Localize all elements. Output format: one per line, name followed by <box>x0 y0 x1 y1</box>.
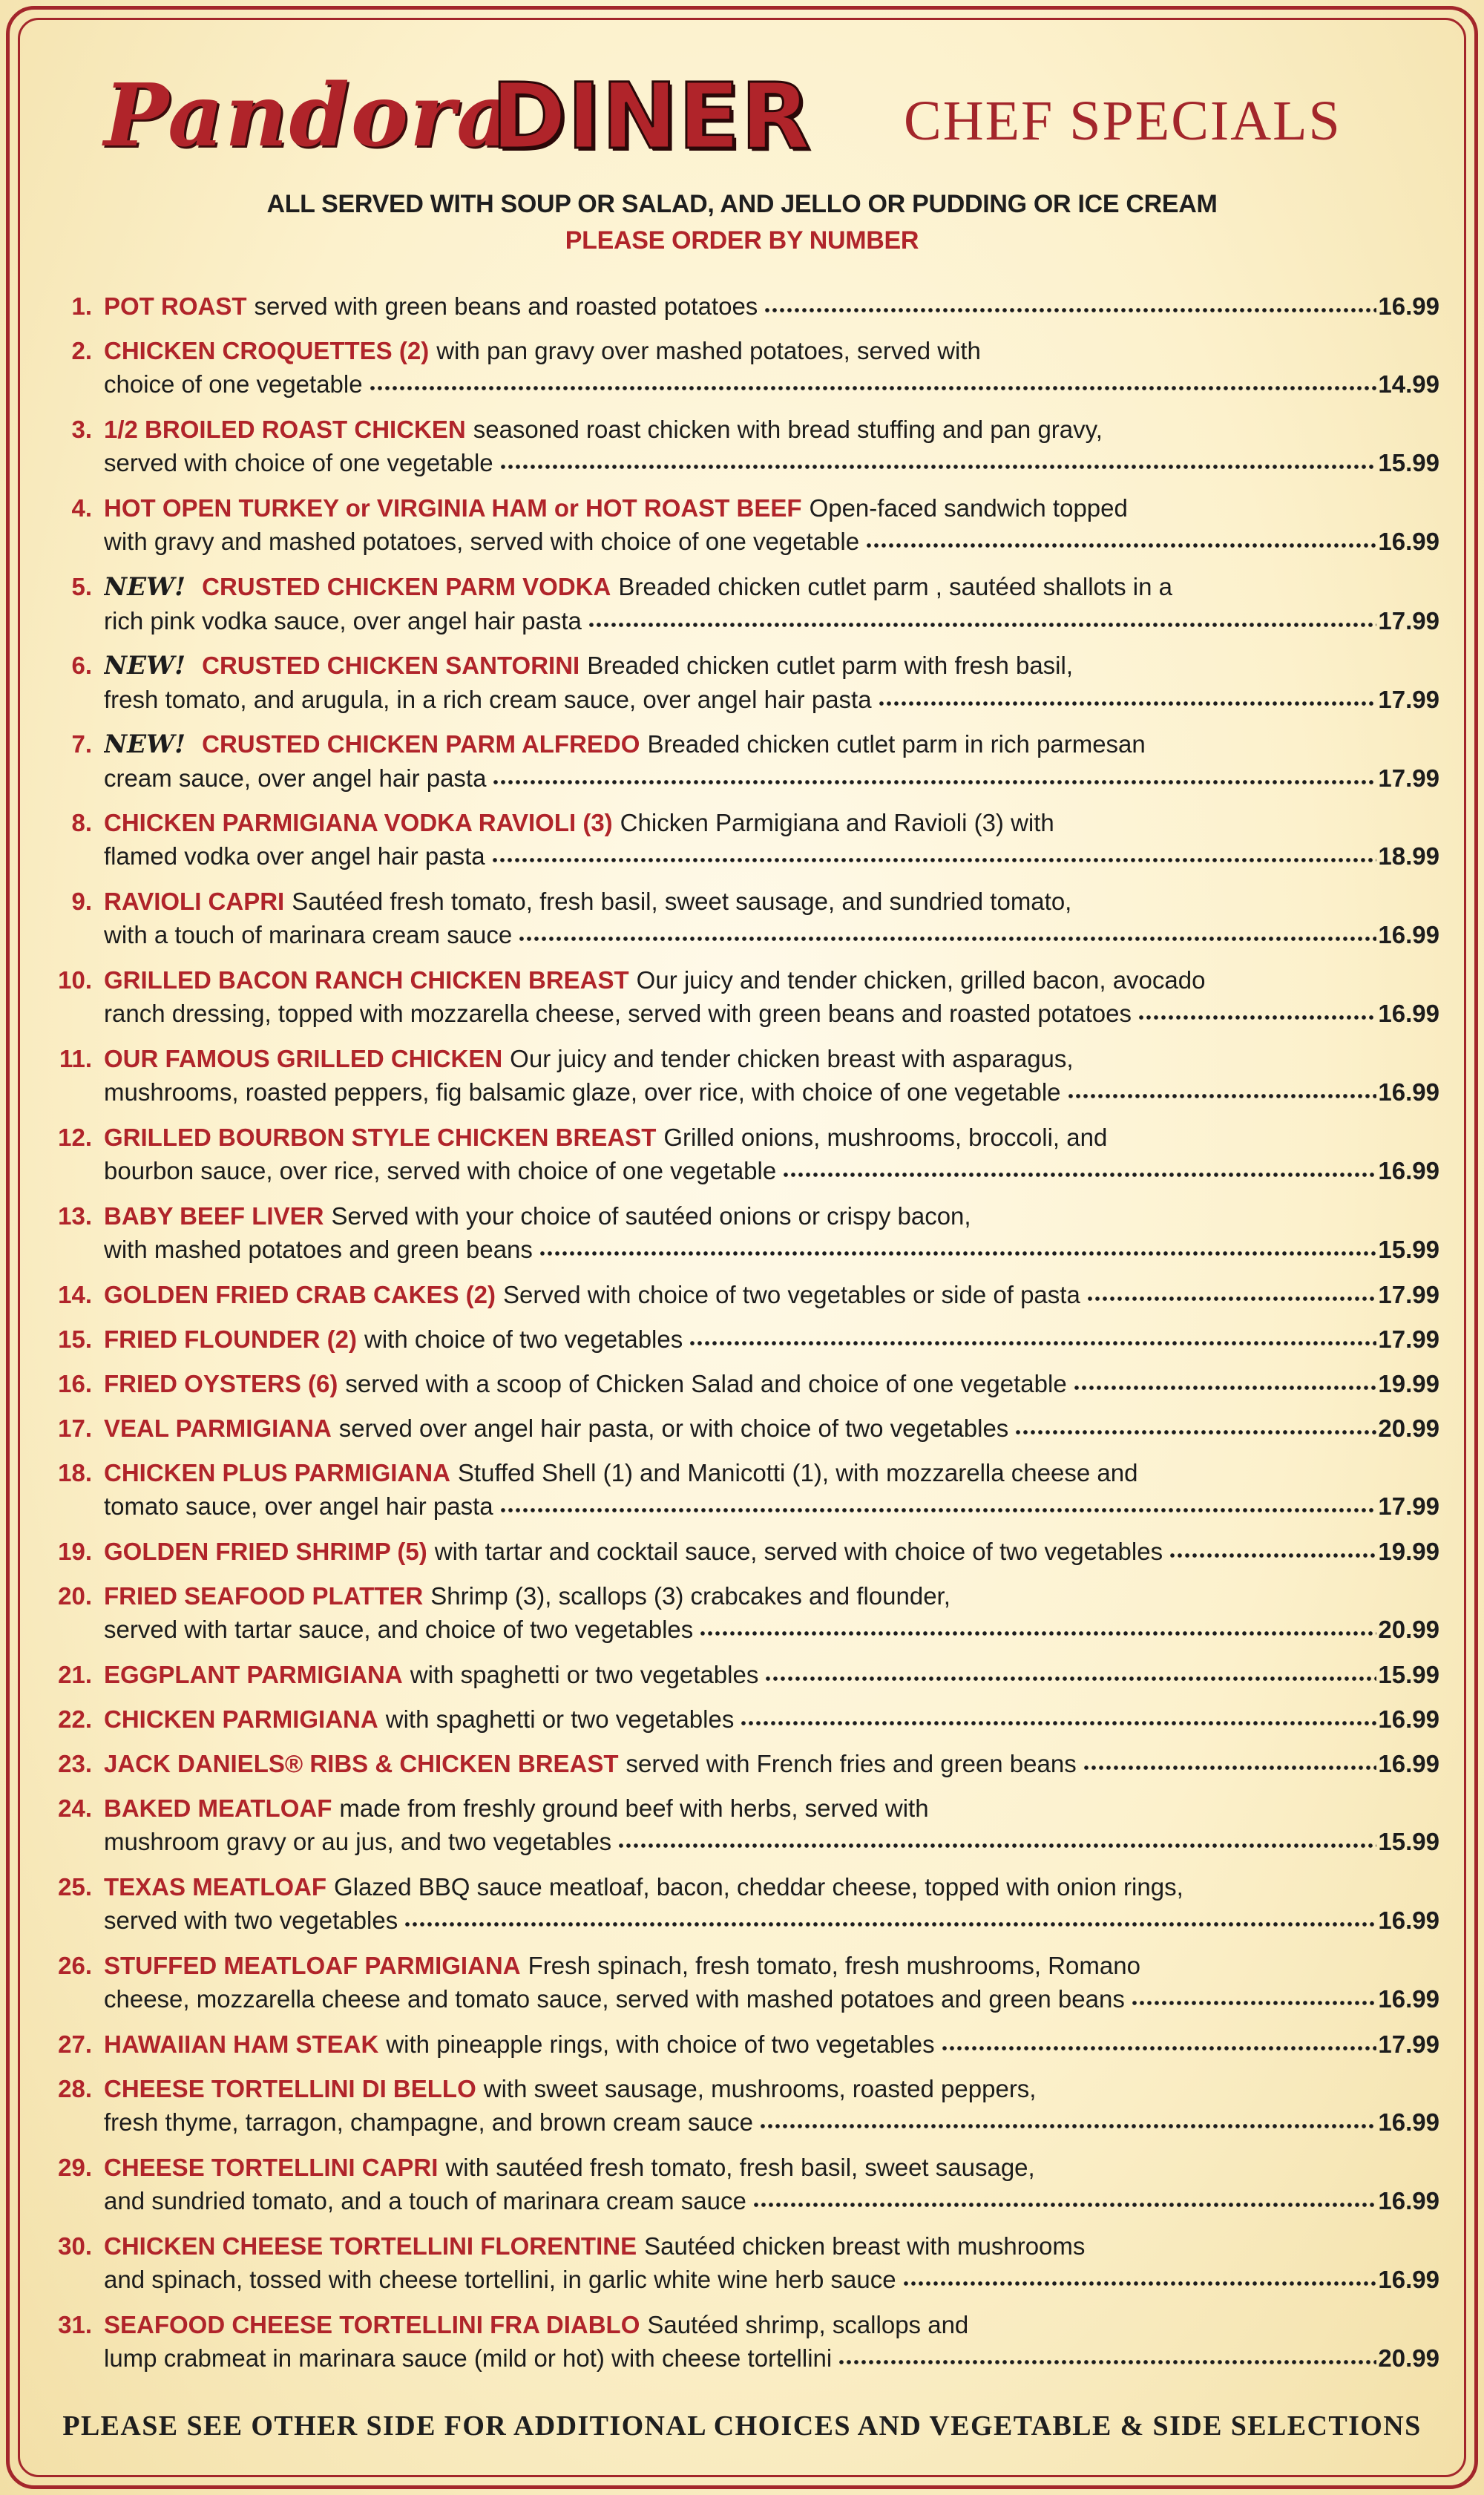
dot-leader <box>1131 1999 1377 2007</box>
item-description: with sautéed fresh tomato, fresh basil, sweet sausage, <box>445 2154 1035 2181</box>
item-line <box>104 963 1439 997</box>
item-name: RAVIOLI CAPRI <box>104 888 285 915</box>
item-line <box>104 1233 1439 1266</box>
item-description: fresh tomato, and arugula, in a rich cream sauce, over angel hair pasta <box>104 686 872 713</box>
dot-leader <box>539 1249 1377 1258</box>
item-description: Sautéed chicken breast with mushrooms <box>644 2232 1086 2260</box>
item-name: HAWAIIAN HAM STEAK <box>104 2030 379 2058</box>
item-number: 30. <box>58 2232 92 2260</box>
item-line <box>104 1322 1439 1356</box>
item-line <box>104 1075 1439 1109</box>
item-line <box>104 683 1439 716</box>
item-name: CRUSTED CHICKEN SANTORINI <box>202 652 580 679</box>
item-price: 14.99 <box>1378 370 1439 398</box>
menu-item <box>45 963 1439 1030</box>
dot-leader <box>1073 1383 1377 1392</box>
item-price: 17.99 <box>1378 1325 1439 1353</box>
item-line <box>104 2151 1439 2184</box>
item-name: GRILLED BOURBON STYLE CHICKEN BREAST <box>104 1124 657 1151</box>
item-line <box>104 2184 1439 2217</box>
menu-item <box>45 2151 1439 2217</box>
item-price: 20.99 <box>1378 1616 1439 1643</box>
item-price: 15.99 <box>1378 1236 1439 1263</box>
item-price: 17.99 <box>1378 1492 1439 1520</box>
item-description: served with a scoop of Chicken Salad and choice of one vegetable <box>345 1370 1067 1397</box>
item-number: 28. <box>58 2075 92 2102</box>
dot-leader <box>689 1339 1376 1348</box>
menu-item <box>45 1870 1439 1937</box>
item-line <box>104 1982 1439 2016</box>
item-name: BAKED MEATLOAF <box>104 1794 332 1822</box>
dot-leader <box>941 2044 1377 2053</box>
menu-item <box>45 1121 1439 1187</box>
item-name: GOLDEN FRIED CRAB CAKES (2) <box>104 1281 496 1308</box>
page-title: CHEF SPECIALS <box>904 90 1342 152</box>
item-line <box>104 649 1439 683</box>
item-line <box>104 446 1439 479</box>
item-line <box>104 2341 1439 2375</box>
item-line <box>104 1791 1439 1825</box>
item-line <box>104 570 1439 604</box>
item-description: Sautéed shrimp, scallops and <box>647 2311 969 2338</box>
item-description: with mashed potatoes and green beans <box>104 1236 533 1263</box>
item-description: Breaded chicken cutlet parm with fresh basil, <box>587 652 1074 679</box>
item-description: Served with your choice of sautéed onions or crispy bacon, <box>331 1202 971 1230</box>
item-line <box>104 1367 1439 1400</box>
item-name: JACK DANIELS® RIBS & CHICKEN BREAST <box>104 1750 619 1777</box>
menu-item <box>45 491 1439 558</box>
item-description: served with French fries and green beans <box>626 1750 1077 1777</box>
item-line <box>104 1199 1439 1233</box>
item-name: OUR FAMOUS GRILLED CHICKEN <box>104 1045 503 1072</box>
item-description: Grilled onions, mushrooms, broccoli, and <box>663 1124 1108 1151</box>
item-description: served with two vegetables <box>104 1907 398 1934</box>
menu-item <box>45 1199 1439 1266</box>
item-price: 20.99 <box>1378 1414 1439 1442</box>
menu-item <box>45 570 1439 637</box>
item-name: BABY BEEF LIVER <box>104 1202 324 1230</box>
dot-leader <box>1086 1294 1377 1303</box>
menu-item <box>45 1412 1439 1445</box>
menu-item <box>45 1791 1439 1858</box>
menu-item <box>45 806 1439 873</box>
item-price: 20.99 <box>1378 2344 1439 2372</box>
item-line <box>104 1904 1439 1937</box>
item-line <box>104 289 1439 323</box>
dot-leader <box>1083 1763 1377 1772</box>
dot-leader <box>588 620 1377 629</box>
item-line <box>104 1121 1439 1154</box>
menu-header <box>0 45 1484 169</box>
dot-leader <box>1169 1551 1376 1560</box>
item-description: rich pink vodka sauce, over angel hair pasta <box>104 607 582 635</box>
item-line <box>104 1870 1439 1904</box>
item-description: Sautéed fresh tomato, fresh basil, sweet sausage, and sundried tomato, <box>292 888 1072 915</box>
item-name: CRUSTED CHICKEN PARM ALFREDO <box>202 730 640 758</box>
menu-item <box>45 1658 1439 1691</box>
item-description: with choice of two vegetables <box>364 1325 683 1353</box>
menu-item <box>45 1322 1439 1356</box>
logo-diner: DINER <box>491 64 812 169</box>
item-number: 17. <box>58 1414 92 1442</box>
menu-item <box>45 1579 1439 1646</box>
item-line <box>104 1154 1439 1187</box>
item-number: 9. <box>71 888 92 915</box>
item-price: 15.99 <box>1378 1661 1439 1688</box>
item-number: 21. <box>58 1661 92 1688</box>
item-price: 17.99 <box>1378 2030 1439 2058</box>
item-price: 16.99 <box>1378 292 1439 320</box>
menu-item <box>45 289 1439 323</box>
item-line <box>104 491 1439 525</box>
menu-item <box>45 1949 1439 2016</box>
item-description: with pan gravy over mashed potatoes, served with <box>436 337 981 364</box>
item-line <box>104 1613 1439 1646</box>
item-price: 17.99 <box>1378 607 1439 635</box>
item-number: 19. <box>58 1538 92 1565</box>
item-name: STUFFED MEATLOAF PARMIGIANA <box>104 1952 521 1979</box>
new-badge: NEW! <box>104 730 186 759</box>
item-number: 23. <box>58 1750 92 1777</box>
item-number: 11. <box>59 1045 92 1072</box>
new-badge: NEW! <box>104 651 186 681</box>
item-description: served with tartar sauce, and choice of two vegetables <box>104 1616 694 1643</box>
item-line <box>104 2263 1439 2296</box>
item-description: bourbon sauce, over rice, served with choice of one vegetable <box>104 1157 777 1184</box>
item-description: Chicken Parmigiana and Ravioli (3) with <box>620 809 1054 836</box>
order-by-number-note: PLEASE ORDER BY NUMBER <box>565 226 919 255</box>
item-line <box>104 604 1439 637</box>
item-line <box>104 997 1439 1030</box>
item-description: seasoned roast chicken with bread stuffing and pan gravy, <box>473 416 1103 443</box>
item-line <box>104 1042 1439 1075</box>
item-description: Stuffed Shell (1) and Manicotti (1), with mozzarella cheese and <box>457 1459 1138 1486</box>
item-number: 18. <box>58 1459 92 1486</box>
item-number: 4. <box>71 494 92 522</box>
item-name: CHICKEN CHEESE TORTELLINI FLORENTINE <box>104 2232 637 2260</box>
item-description: with spaghetti or two vegetables <box>385 1705 735 1733</box>
item-line <box>104 1412 1439 1445</box>
menu-item <box>45 1747 1439 1780</box>
item-line <box>104 918 1439 951</box>
item-price: 15.99 <box>1378 1828 1439 1855</box>
item-number: 7. <box>71 730 92 758</box>
item-number: 13. <box>58 1202 92 1230</box>
item-description: tomato sauce, over angel hair pasta <box>104 1492 493 1520</box>
item-name: TEXAS MEATLOAF <box>104 1873 327 1901</box>
dot-leader <box>499 1506 1377 1515</box>
item-description: with spaghetti or two vegetables <box>410 1661 759 1688</box>
item-price: 16.99 <box>1378 1078 1439 1106</box>
item-description: Our juicy and tender chicken breast with asparagus, <box>510 1045 1074 1072</box>
item-name: FRIED SEAFOOD PLATTER <box>104 1582 424 1610</box>
dot-leader <box>759 2122 1376 2131</box>
menu-item <box>45 2027 1439 2061</box>
item-name: SEAFOOD CHEESE TORTELLINI FRA DIABLO <box>104 2311 640 2338</box>
item-description: and spinach, tossed with cheese tortellini, in garlic white wine herb sauce <box>104 2266 896 2293</box>
item-price: 17.99 <box>1378 1281 1439 1308</box>
item-line <box>104 2229 1439 2263</box>
new-badge: NEW! <box>104 572 186 602</box>
item-line <box>104 2308 1439 2341</box>
item-line <box>104 1456 1439 1489</box>
item-description: served over angel hair pasta, or with choice of two vegetables <box>338 1414 1009 1442</box>
item-description: served with green beans and roasted potatoes <box>254 292 758 320</box>
menu-item <box>45 1456 1439 1523</box>
item-line <box>104 806 1439 839</box>
item-description: Shrimp (3), scallops (3) crabcakes and flounder, <box>430 1582 951 1610</box>
dot-leader <box>499 462 1377 471</box>
dot-leader <box>764 1674 1376 1683</box>
item-number: 26. <box>58 1952 92 1979</box>
item-name: HOT OPEN TURKEY or VIRGINIA HAM or HOT ROAST BEEF <box>104 494 802 522</box>
item-number: 8. <box>71 809 92 836</box>
item-line <box>104 367 1439 401</box>
dot-leader <box>617 1841 1376 1850</box>
dot-leader <box>740 1719 1376 1728</box>
item-name: CHICKEN CROQUETTES (2) <box>104 337 430 364</box>
item-number: 3. <box>71 416 92 443</box>
item-description: with sweet sausage, mushrooms, roasted peppers, <box>483 2075 1037 2102</box>
item-name: GRILLED BACON RANCH CHICKEN BREAST <box>104 966 629 994</box>
item-description: Breaded chicken cutlet parm in rich parmesan <box>647 730 1146 758</box>
item-name: GOLDEN FRIED SHRIMP (5) <box>104 1538 427 1565</box>
item-line <box>104 2072 1439 2105</box>
item-price: 16.99 <box>1378 528 1439 555</box>
item-name: FRIED FLOUNDER (2) <box>104 1325 357 1353</box>
item-number: 22. <box>58 1705 92 1733</box>
item-number: 27. <box>58 2030 92 2058</box>
item-line <box>104 1702 1439 1736</box>
item-price: 16.99 <box>1378 1705 1439 1733</box>
item-line <box>104 1535 1439 1568</box>
menu-item <box>45 649 1439 716</box>
item-number: 16. <box>58 1370 92 1397</box>
item-description: with pineapple rings, with choice of two vegetables <box>386 2030 935 2058</box>
served-with-note: ALL SERVED WITH SOUP OR SALAD, AND JELLO OR PUDDING OR ICE CREAM <box>266 190 1218 218</box>
dot-leader <box>699 1629 1376 1638</box>
dot-leader <box>865 541 1376 550</box>
item-line <box>104 885 1439 918</box>
item-name: EGGPLANT PARMIGIANA <box>104 1661 403 1688</box>
item-line <box>104 413 1439 446</box>
dot-leader <box>1014 1428 1376 1437</box>
item-description: with tartar and cocktail sauce, served with choice of two vegetables <box>434 1538 1163 1565</box>
item-line <box>104 1658 1439 1691</box>
item-description: mushroom gravy or au jus, and two vegetables <box>104 1828 612 1855</box>
item-price: 15.99 <box>1378 449 1439 476</box>
item-name: CHICKEN PLUS PARMIGIANA <box>104 1459 450 1486</box>
dot-leader <box>902 2279 1377 2288</box>
item-description: and sundried tomato, and a touch of marinara cream sauce <box>104 2187 746 2214</box>
item-line <box>104 1278 1439 1311</box>
item-price: 18.99 <box>1378 842 1439 870</box>
item-description: lump crabmeat in marinara sauce (mild or hot) with cheese tortellini <box>104 2344 833 2372</box>
item-price: 19.99 <box>1378 1538 1439 1565</box>
menu-item <box>45 1278 1439 1311</box>
dot-leader <box>878 699 1377 708</box>
dot-leader <box>1067 1092 1377 1101</box>
item-price: 16.99 <box>1378 1750 1439 1777</box>
item-line <box>104 727 1439 761</box>
logo-script-pandora: Pandora <box>104 65 514 166</box>
item-description: made from freshly ground beef with herbs, served with <box>339 1794 929 1822</box>
item-line <box>104 525 1439 558</box>
item-line <box>104 1579 1439 1613</box>
item-name: 1/2 BROILED ROAST CHICKEN <box>104 416 466 443</box>
item-name: CHICKEN PARMIGIANA VODKA RAVIOLI (3) <box>104 809 613 836</box>
item-number: 5. <box>71 573 92 600</box>
item-number: 29. <box>58 2154 92 2181</box>
item-price: 16.99 <box>1378 2108 1439 2136</box>
item-price: 16.99 <box>1378 2266 1439 2293</box>
item-number: 12. <box>58 1124 92 1151</box>
item-price: 16.99 <box>1378 1157 1439 1184</box>
item-price: 19.99 <box>1378 1370 1439 1397</box>
item-line <box>104 2105 1439 2139</box>
item-price: 16.99 <box>1378 1907 1439 1934</box>
menu-item <box>45 2308 1439 2375</box>
dot-leader <box>1137 1013 1376 1022</box>
item-description: ranch dressing, topped with mozzarella cheese, served with green beans and roasted potatoes <box>104 1000 1132 1027</box>
menu-item <box>45 1702 1439 1736</box>
item-description: Our juicy and tender chicken, grilled bacon, avocado <box>636 966 1206 994</box>
item-line <box>104 1747 1439 1780</box>
dot-leader <box>782 1170 1376 1179</box>
item-description: fresh thyme, tarragon, champagne, and brown cream sauce <box>104 2108 753 2136</box>
item-name: FRIED OYSTERS (6) <box>104 1370 338 1397</box>
item-description: Glazed BBQ sauce meatloaf, bacon, cheddar cheese, topped with onion rings, <box>334 1873 1183 1901</box>
item-line <box>104 761 1439 795</box>
item-description: served with choice of one vegetable <box>104 449 493 476</box>
item-number: 25. <box>58 1873 92 1901</box>
item-price: 16.99 <box>1378 1000 1439 1027</box>
menu-item <box>45 885 1439 951</box>
item-number: 14. <box>58 1281 92 1308</box>
dot-leader <box>518 934 1376 943</box>
item-description: Served with choice of two vegetables or side of pasta <box>503 1281 1080 1308</box>
dot-leader <box>838 2358 1376 2367</box>
menu-item <box>45 413 1439 479</box>
footer-note: PLEASE SEE OTHER SIDE FOR ADDITIONAL CHOICES AND VEGETABLE & SIDE SELECTIONS <box>62 2410 1422 2442</box>
dot-leader <box>764 306 1376 315</box>
item-number: 31. <box>58 2311 92 2338</box>
item-line <box>104 1489 1439 1523</box>
item-price: 17.99 <box>1378 686 1439 713</box>
item-name: VEAL PARMIGIANA <box>104 1414 332 1442</box>
item-description: with gravy and mashed potatoes, served with choice of one vegetable <box>104 528 860 555</box>
dot-leader <box>404 1920 1376 1929</box>
item-name: CHEESE TORTELLINI DI BELLO <box>104 2075 476 2102</box>
item-line <box>104 1825 1439 1858</box>
item-number: 24. <box>58 1794 92 1822</box>
item-number: 10. <box>58 966 92 994</box>
item-line <box>104 839 1439 873</box>
item-name: CHICKEN PARMIGIANA <box>104 1705 378 1733</box>
item-price: 16.99 <box>1378 1985 1439 2013</box>
item-name: CRUSTED CHICKEN PARM VODKA <box>202 573 611 600</box>
item-price: 17.99 <box>1378 764 1439 792</box>
item-price: 16.99 <box>1378 921 1439 948</box>
dot-leader <box>492 778 1376 787</box>
item-description: Fresh spinach, fresh tomato, fresh mushrooms, Romano <box>528 1952 1140 1979</box>
item-description: Breaded chicken cutlet parm , sautéed shallots in a <box>618 573 1172 600</box>
item-price: 16.99 <box>1378 2187 1439 2214</box>
item-line <box>104 2027 1439 2061</box>
menu-item <box>45 2229 1439 2296</box>
item-description: flamed vodka over angel hair pasta <box>104 842 485 870</box>
item-description: cheese, mozzarella cheese and tomato sauce, served with mashed potatoes and green beans <box>104 1985 1125 2013</box>
dot-leader <box>369 384 1377 393</box>
item-number: 15. <box>58 1325 92 1353</box>
item-name: CHEESE TORTELLINI CAPRI <box>104 2154 439 2181</box>
dot-leader <box>752 2200 1377 2209</box>
item-name: POT ROAST <box>104 292 247 320</box>
menu-item <box>45 1535 1439 1568</box>
item-number: 20. <box>58 1582 92 1610</box>
item-description: with a touch of marinara cream sauce <box>104 921 513 948</box>
menu-item <box>45 1367 1439 1400</box>
menu-item <box>45 334 1439 401</box>
item-description: Open-faced sandwich topped <box>809 494 1128 522</box>
item-description: mushrooms, roasted peppers, fig balsamic glaze, over rice, with choice of one vegetable <box>104 1078 1061 1106</box>
menu-item <box>45 1042 1439 1109</box>
dot-leader <box>491 856 1377 865</box>
menu-item <box>45 727 1439 795</box>
item-line <box>104 1949 1439 1982</box>
item-number: 1. <box>71 292 92 320</box>
item-description: choice of one vegetable <box>104 370 363 398</box>
item-description: cream sauce, over angel hair pasta <box>104 764 487 792</box>
item-line <box>104 334 1439 367</box>
item-number: 6. <box>71 652 92 679</box>
item-number: 2. <box>71 337 92 364</box>
menu-item <box>45 2072 1439 2139</box>
